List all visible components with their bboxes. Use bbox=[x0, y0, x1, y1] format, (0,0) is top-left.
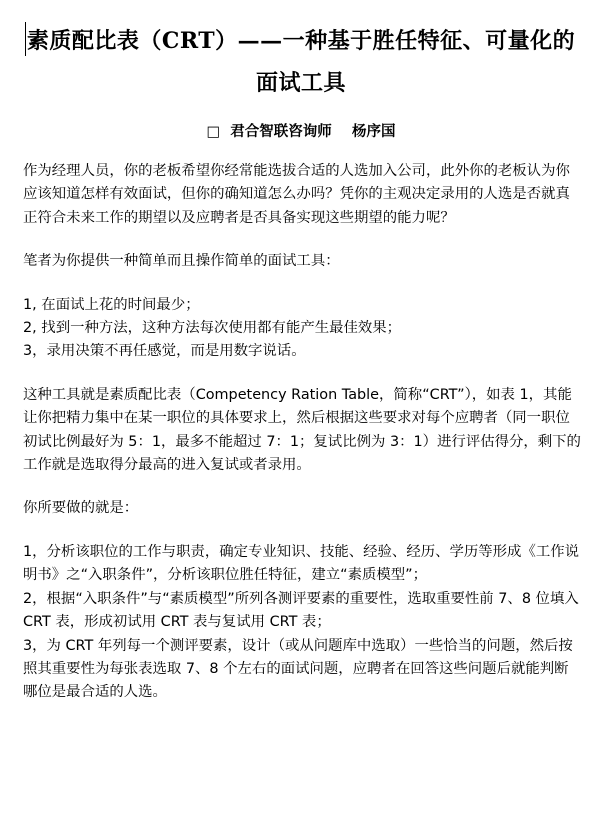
document-body bbox=[23, 160, 581, 705]
list-item: 3，录用决策不再任感觉，而是用数字说话。 bbox=[23, 343, 306, 360]
list-item: 1, 在面试上花的时间最少； bbox=[23, 296, 200, 313]
list-item: 3，为 CRT 年列每一个测评要素，设计（或从问题库中选取）一些恰当的问题，然后按照其重要性为每张表选取 7、8 个左右的面试问题，应聘者在回答这些问题后就能判断哪位是最合适的人选。 bbox=[23, 637, 573, 701]
list-item: 2，根据“入职条件”与“素质模型”所列各测评要素的重要性，选取重要性前 7、8 位填入 CRT 表，形成初试用 CRT 表与复试用 CRT 表； bbox=[23, 590, 579, 631]
crt-description-paragraph: 这种工具就是素质配比表（Competency Ration Table，简称“CRT”），如表 1，其能让你把精力集中在某一职位的具体要求上，然后根据这些要求对每个应聘者（同一职位初试比例最好为 5：1，最多不能超过 7：1；复试比例为 3：1）进行评估得分，剩下的工作就是选取得分最高的进入复试或者录用。 bbox=[23, 386, 581, 474]
list-item: 1，分析该职位的工作与职责，确定专业知识、技能、经验、经历、学历等形成《工作说明书》之“入职条件”，分析该职位胜任特征，建立“素质模型”； bbox=[23, 543, 580, 584]
goals-list bbox=[23, 294, 581, 364]
list-item: 2, 找到一种方法，这种方法每次使用都有能产生最佳效果； bbox=[23, 320, 402, 337]
intro-paragraph: 作为经理人员，你的老板希望你经常能选拔合适的人选加入公司，此外你的老板认为你应该知道怎样有效面试，但你的确知道怎么办吗？凭你的主观决定录用的人选是否就真正符合未来工作的期望以及应聘者是否具备实现这些期望的能力呢？ bbox=[23, 163, 570, 226]
offer-paragraph: 笔者为你提供一种简单而且操作简单的面试工具： bbox=[23, 253, 340, 270]
author-byline: □ 君合智联咨询师 杨序国 bbox=[206, 123, 396, 140]
document-title: 素质配比表（CRT）——一种基于胜任特征、可量化的面试工具 bbox=[26, 28, 576, 96]
todo-heading: 你所要做的就是： bbox=[23, 500, 139, 517]
steps-list bbox=[23, 541, 581, 705]
